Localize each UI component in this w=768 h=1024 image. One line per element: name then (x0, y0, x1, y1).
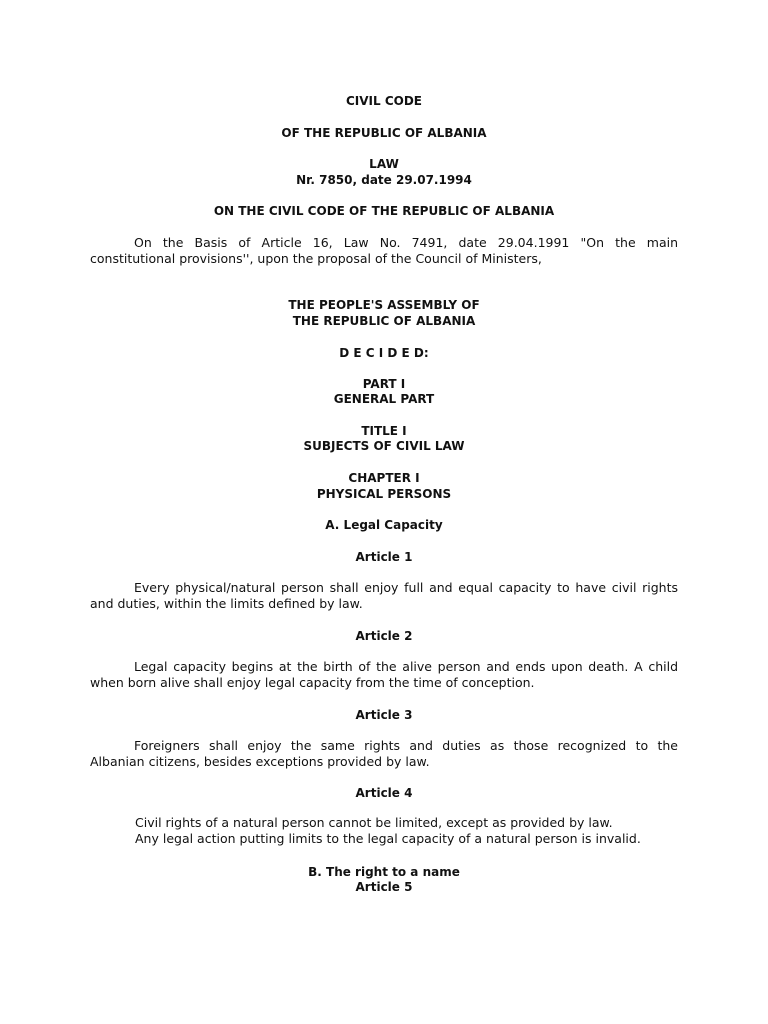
preamble-line1: On the Basis of Article 16, Law No. 7491, date 29.04.1991 "On the main (134, 235, 678, 250)
section-b-heading: B. The right to a name (308, 865, 460, 879)
article-1-heading: Article 1 (355, 550, 413, 564)
doc-title-line1: CIVIL CODE (345, 94, 422, 108)
article-2-line2: when born alive shall enjoy legal capacity from the time of conception. (90, 675, 535, 690)
article-2-heading: Article 2 (355, 629, 413, 643)
part-line2: GENERAL PART (333, 392, 435, 406)
article-3-heading: Article 3 (355, 708, 413, 722)
title-section-line2: SUBJECTS OF CIVIL LAW (303, 439, 465, 453)
assembly-line1: THE PEOPLE'S ASSEMBLY OF (288, 298, 480, 312)
article-1-line2: and duties, within the limits defined by law. (90, 596, 363, 611)
article-4-line2: Any legal action putting limits to the legal capacity of a natural person is invalid. (135, 831, 641, 846)
article-1-line1: Every physical/natural person shall enjoy full and equal capacity to have civil rights (134, 580, 678, 595)
preamble-line2: constitutional provisions'', upon the proposal of the Council of Ministers, (90, 251, 542, 266)
decided-heading: D E C I D E D: (339, 346, 429, 360)
article-4-line1: Civil rights of a natural person cannot be limited, except as provided by law. (135, 815, 613, 830)
assembly-line2: THE REPUBLIC OF ALBANIA (292, 314, 476, 328)
law-number: Nr. 7850, date 29.07.1994 (296, 173, 472, 187)
article-3-line1: Foreigners shall enjoy the same rights and duties as those recognized to the (134, 738, 678, 753)
title-section-line1: TITLE I (361, 424, 407, 438)
law-subtitle: ON THE CIVIL CODE OF THE REPUBLIC OF ALBANIA (213, 204, 555, 218)
article-5-heading: Article 5 (355, 880, 413, 894)
article-2-line1: Legal capacity begins at the birth of the alive person and ends upon death. A child (134, 659, 678, 674)
article-3-line2: Albanian citizens, besides exceptions provided by law. (90, 754, 430, 769)
section-a-heading: A. Legal Capacity (325, 518, 443, 532)
chapter-line1: CHAPTER I (348, 471, 420, 485)
doc-title-line2: OF THE REPUBLIC OF ALBANIA (281, 126, 487, 140)
law-heading: LAW (369, 157, 399, 171)
article-4-heading: Article 4 (355, 786, 413, 800)
chapter-line2: PHYSICAL PERSONS (316, 487, 452, 501)
part-line1: PART I (362, 377, 406, 391)
